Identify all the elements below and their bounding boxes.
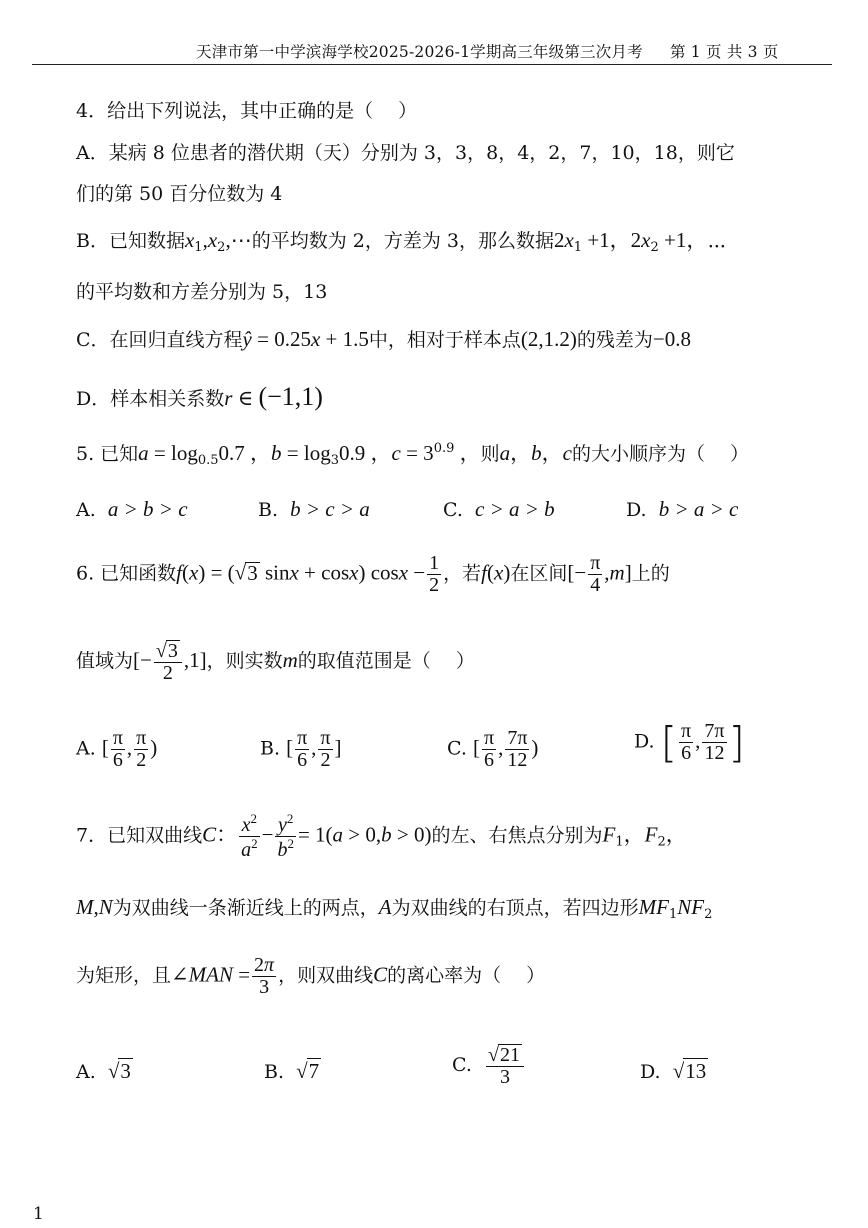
q4-option-d: D．样本相关系数r ∈ (−1,1) (76, 382, 323, 411)
q7-option-a: A. √3 (76, 1059, 131, 1083)
q7-stem-line2: M,N为双曲线一条渐近线上的两点，A为双曲线的右顶点，若四边形$MF_1NF_2$ (76, 895, 713, 922)
q7-stem: 7．已知双曲线C： $\frac{x^2}{a^2}$ − $\frac{y^2}{b^2}$ = 1(a > 0,b > 0)的左、右焦点分别为$F_1$，$F_2$， (76, 811, 687, 861)
q7-option-d: D. √13 (640, 1059, 707, 1083)
q6-stem: 6. 已知函数f(x) = (√3 sinx + cosx) cosx − $\frac{1}{2}$ ，若f(x)在区间[− $\frac{\pi}{4}$ ,m]上的 (76, 552, 670, 596)
q6-option-a: A. [ $\frac{\pi}{6}$ , $\frac{\pi}{2}$ ) (76, 727, 158, 771)
page-number: 1 (33, 1204, 44, 1224)
q5-stem: 5. 已知$a = \log_{0.5}0.7$ ，$b = \log_30.9$ ，$c = 3^{0.9}$ ，则a，b，c的大小顺序为（ ） (76, 441, 750, 468)
page-info: 第 1 页 共 3 页 (669, 43, 779, 61)
q4-option-b-line1: B．已知数据$x_1,x_2,\cdots$的平均数为 2，方差为 3，那么数据$2x_1 +1$，$2x_2 +1$，⋯ (76, 228, 727, 255)
q4-stem: 4．给出下列说法，其中正确的是（ ） (76, 100, 418, 122)
page-header (196, 40, 779, 62)
header-rule (32, 64, 832, 65)
q4-option-b-line2: 的平均数和方差分别为 5，13 (76, 281, 328, 303)
q5-option-b: B. b > c > a (258, 497, 370, 521)
q4-option-c: C．在回归直线方程ŷ = 0.25x + 1.5中，相对于样本点(2,1.2)的残差为−0.8 (76, 327, 692, 351)
q4-option-a-line2: 们的第 50 百分位数为 4 (76, 183, 283, 205)
q5-option-a: A. a > b > c (76, 497, 188, 521)
q6-stem-line2: 值域为[− $\frac{√3}{2}$ ,1]，则实数m的取值范围是（ ） (76, 640, 475, 684)
q5-option-d: D. b > a > c (626, 497, 739, 521)
q6-option-c: C. [ $\frac{\pi}{6}$ , $\frac{7\pi}{12}$ ) (447, 727, 539, 771)
q7-option-b: B. √7 (264, 1059, 320, 1083)
q5-option-c: C. c > a > b (443, 497, 555, 521)
q6-option-d: D. [ $\frac{\pi}{6}$ , $\frac{7\pi}{12}$ ] (634, 718, 745, 767)
exam-title: 天津市第一中学滨海学校2025-2026-1学期高三年级第三次月考 (196, 43, 643, 61)
q6-option-b: B. [ $\frac{\pi}{6}$ , $\frac{\pi}{2}$ ] (260, 727, 342, 771)
q4-option-a-line1: A．某病 8 位患者的潜伏期（天）分别为 3，3，8，4，2，7，10，18，则它 (76, 142, 735, 164)
q7-stem-line3: 为矩形，且∠MAN = $\frac{2\pi}{3}$ ，则双曲线C的离心率为（ ） (76, 954, 546, 998)
q7-option-c: C. $\frac{√21}{3}$ (452, 1044, 526, 1088)
